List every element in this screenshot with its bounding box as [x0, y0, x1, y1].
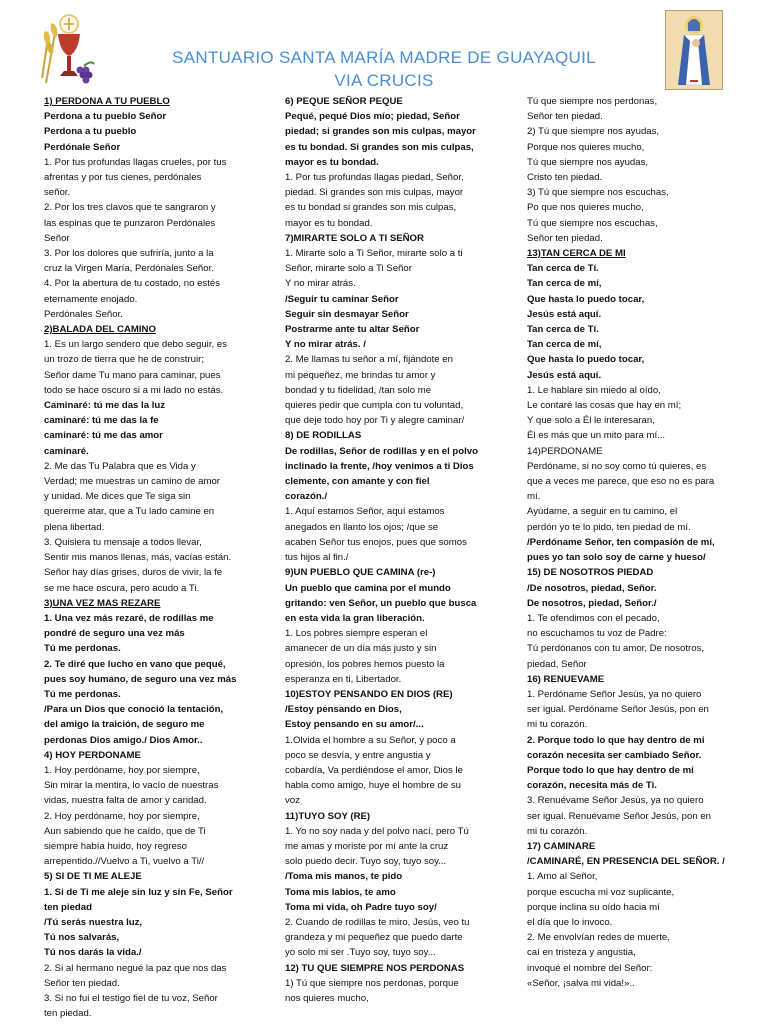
text-line: 2. Me llamas tu señor a mí, fijándote en [285, 354, 453, 366]
text-line: gritando: ven Señor, un pueblo que busca [285, 597, 477, 609]
text-line: 6) PEQUE SEÑOR PEQUE [285, 96, 403, 107]
text-line: 1. Es un largo sendero que debo seguir, es [44, 339, 227, 351]
text-line: Tan cerca de mí, [527, 278, 602, 290]
text-line: quieres pedir que cumpla con tu voluntad, [285, 400, 464, 412]
text-line: grandeza y mi pequeñez que puedo darte [285, 932, 463, 944]
text-line: 17) CAMINARE [527, 840, 596, 852]
text-line: acaben Señor tus enojos, pues que somos [285, 536, 467, 548]
text-line: 1. Mirarte solo a Ti Señor, mirarte solo a ti [285, 248, 463, 260]
text-line: poco se desvía, y entre angustia y [285, 749, 431, 761]
text-line: 4) HOY PERDONAME [44, 749, 141, 761]
text-line: las espinas que te punzaron Perdónales [44, 217, 216, 229]
text-line: ten piedad [44, 901, 92, 913]
text-line: Toma mi vida, oh Padre tuyo soy/ [285, 901, 437, 913]
text-line: 16) RENUEVAME [527, 673, 605, 685]
text-line: 1. Yo no soy nada y del polvo nací, pero Tú [285, 825, 469, 837]
text-line: De nosotros, piedad, Señor./ [527, 597, 657, 609]
text-line: no escuchamos tu voz de Padre: [527, 628, 667, 640]
text-line: 2. Cuando de rodillas te miro, Jesús, veo tu [285, 916, 470, 928]
text-line: Que hasta lo puedo tocar, [527, 293, 645, 305]
text-line: Tú perdónanos con tu amor, De nosotros, [527, 643, 705, 655]
text-line: 2. Hoy perdóname, hoy por siempre, [44, 810, 200, 822]
text-line: inclinado la frente, /hoy venimos a ti Dios [285, 460, 474, 472]
text-line: Tú me perdonas. [44, 643, 121, 655]
text-line: anegados en llanto los ojos; /que se [285, 521, 439, 533]
text-line: Estoy pensando en su amor/... [285, 719, 424, 731]
text-line: es tu bondad si grandes son mis culpas, [285, 202, 457, 214]
text-line: bondad y tu fidelidad, /tan solo me [285, 384, 432, 396]
text-line: Tan cerca de Tí. [527, 263, 599, 275]
text-line: /Seguir tu caminar Señor [285, 293, 399, 305]
text-line: Perdónales Señor. [44, 308, 123, 320]
text-line: Postrarme ante tu altar Señor [285, 324, 420, 336]
text-line: afrentas y por tus cienes, perdónales [44, 172, 202, 184]
text-line: me amas y moriste por mí ante la cruz [285, 840, 449, 852]
text-line: 3. Quisiera tu mensaje a todos llevar, [44, 536, 202, 548]
text-line: Jesús está aquí. [527, 308, 602, 320]
text-line: piedad, Señor [527, 658, 587, 670]
text-line: el día que lo invoco. [527, 916, 613, 928]
text-line: piedad. Si grandes son mis culpas, mayor [285, 187, 464, 199]
text-line: cobardía, Va perdiéndose el amor, Dios le [285, 764, 463, 776]
text-line: Cristo ten piedad. [527, 172, 603, 184]
text-line: 1. Aquí estamos Señor, aquí estamos [285, 506, 445, 518]
text-line: nos quieres mucho, [285, 992, 369, 1004]
text-line: 7)MIRARTE SOLO A TI SEÑOR [285, 232, 424, 244]
text-line: Tú nos salvarás, [44, 932, 120, 944]
text-line: /Estoy pensando en Dios, [285, 704, 402, 716]
text-line: 1. Le hablare sin miedo al oído, [527, 384, 661, 396]
text-line: que deje todo hoy por Ti y alegre caminar/ [285, 415, 465, 427]
text-line: y unidad. Me dices que Te siga sin [44, 491, 191, 503]
text-line: mí. [527, 491, 541, 503]
text-line: Y que solo a Él le interesaran, [527, 415, 655, 427]
text-line: del amigo la traición, de seguro me [44, 719, 205, 731]
text-line: vidas, nuestra falta de amor y caridad. [44, 795, 207, 807]
text-line: Tú nos darás la vida./ [44, 947, 142, 959]
text-line: 8) DE RODILLAS [285, 430, 362, 442]
text-line: siempre había huido, hoy regreso [44, 840, 187, 852]
text-line: /Perdóname Señor, ten compasión de mí, [527, 536, 715, 548]
text-line: 1. Perdóname Señor Jesús, ya no quiero [527, 688, 702, 700]
text-line: Perdónale Señor [44, 141, 121, 153]
text-line: 11)TUYO SOY (RE) [285, 810, 371, 822]
text-line: 15) DE NOSOTROS PIEDAD [527, 567, 654, 579]
text-line: corazón necesita ser cambiado Señor. [527, 749, 702, 761]
text-line: 1. Por tus profundas llagas piedad, Señor, [285, 172, 464, 184]
text-line: Perdona a tu pueblo Señor [44, 111, 167, 123]
text-line: eternamente enojado. [44, 293, 138, 305]
text-line: 10)ESTOY PENSANDO EN DIOS (RE) [285, 688, 453, 700]
text-line: ser igual. Renuévame Señor Jesús, pon en [527, 810, 711, 822]
text-line: pues yo tan solo soy de carne y hueso/ [527, 552, 706, 564]
text-line: caminaré: tú me das amor [44, 430, 163, 442]
text-line: De rodillas, Señor de rodillas y en el polvo [285, 445, 478, 457]
text-line: caminaré: tú me das la fe [44, 415, 159, 427]
text-line: Señor dame Tu mano para caminar, pues [44, 369, 221, 381]
text-line: caminaré. [44, 445, 89, 457]
text-line: señor. [44, 187, 71, 199]
text-line: Tú que siempre nos escuchas, [527, 217, 658, 229]
text-line: que a veces me parece, que eso no es para [527, 476, 715, 488]
text-line: Perdóname, si no soy como tú quieres, es [527, 460, 707, 472]
text-line: invoqué el nombre del Señor: [527, 962, 653, 974]
text-line: mi pequeñez, me brindas tu amor y [285, 369, 436, 381]
text-line: 3. Si no fui el testigo fiel de tu voz, Señor [44, 992, 218, 1004]
text-line: 2) Tú que siempre nos ayudas, [527, 126, 660, 138]
text-line: 9)UN PUEBLO QUE CAMINA (re-) [285, 567, 436, 579]
text-line: Aun sabiendo que he caído, que de Ti [44, 825, 206, 837]
page-header [0, 0, 768, 95]
text-line: 3)UNA VEZ MAS REZARE [44, 597, 161, 609]
text-line: porque inclina su oído hacia mí [527, 901, 660, 913]
text-line: Toma mis labios, te amo [285, 886, 396, 898]
text-line: pondré de seguro una vez más [44, 628, 185, 640]
text-line: 1) Tú que siempre nos perdonas, porque [285, 977, 459, 989]
text-line: Seguir sin desmayar Señor [285, 308, 409, 320]
text-line: 2. Porque todo lo que hay dentro de mi [527, 734, 705, 746]
text-line: Señor hay días grises, duros de vivir, la fe [44, 567, 223, 579]
text-line: 5) SI DE TI ME ALEJE [44, 871, 142, 883]
text-line: esperanza en ti, Libertador. [285, 673, 402, 685]
text-line: Verdad; me muestras un camino de amor [44, 476, 220, 488]
text-line: mayor es tu bondad. [285, 156, 379, 168]
text-line: en esta vida la gran liberación. [285, 612, 425, 624]
text-line: plena libertad. [44, 521, 105, 533]
text-line: Que hasta lo puedo tocar, [527, 354, 645, 366]
text-line: 3) Tú que siempre nos escuchas, [527, 187, 669, 199]
text-line: Él es más que un mito para mí... [527, 430, 666, 442]
text-line: 2. Por los tres clavos que te sangraron y [44, 202, 216, 214]
text-line: Perdona a tu pueblo [44, 126, 137, 138]
text-line: Caminaré: tú me das la luz [44, 400, 166, 412]
text-line: 2. Si al hermano negué la paz que nos das [44, 962, 227, 974]
text-line: Y no mirar atrás. [285, 278, 356, 290]
text-line: Señor ten piedad. [527, 111, 603, 123]
text-line: 13)TAN CERCA DE MI [527, 248, 626, 260]
text-line: Tú me perdonas. [44, 688, 121, 700]
text-line: 12) TU QUE SIEMPRE NOS PERDONAS [285, 962, 465, 974]
text-line: perdón yo te lo pido, ten piedad de mí. [527, 521, 691, 533]
text-line: Porque todo lo que hay dentro de mi [527, 764, 694, 776]
text-line: /Tú serás nuestra luz, [44, 916, 143, 928]
text-line: 1) PERDONA A TU PUEBLO [44, 96, 170, 107]
text-line: pues soy humano, de seguro una vez más [44, 673, 237, 685]
text-line: 1. Hoy perdóname, hoy por siempre, [44, 764, 200, 776]
column-1 [44, 94, 244, 1021]
text-line: cruz la Virgen María, Perdónales Señor. [44, 263, 214, 275]
text-line: habla como amigo, huye el hombre de su [285, 780, 461, 792]
page-subtitle: VIA CRUCIS [334, 71, 434, 90]
text-line: voz [285, 795, 300, 807]
virgin-mary-image [665, 10, 723, 90]
text-line: Señor [44, 232, 70, 244]
text-line: es tu bondad. Si grandes son mis culpas, [285, 141, 474, 153]
text-line: Señor ten piedad. [44, 977, 120, 989]
text-line: /Para un Dios que conoció la tentación, [44, 704, 224, 716]
text-line: Señor, mirarte solo a Ti Señor [285, 263, 412, 275]
text-line: «Señor, ¡salva mi vida!».. [527, 977, 635, 989]
text-line: mi tu corazón. [527, 825, 588, 837]
text-line: mi tu corazón. [527, 719, 588, 731]
column-3 [527, 94, 727, 991]
text-line: Un pueblo que camina por el mundo [285, 582, 451, 594]
text-line: 2. Me envolvían redes de muerte, [527, 932, 670, 944]
text-line: Jesús está aquí. [527, 369, 602, 381]
column-2 [285, 94, 485, 1006]
text-line: ser igual. Perdóname Señor Jesús, pon en [527, 704, 709, 716]
text-line: Ayúdame, a seguir en tu camino, el [527, 506, 678, 518]
text-line: amanecer de un día más justo y sin [285, 643, 437, 655]
text-line: perdonas Dios amigo./ Dios Amor.. [44, 734, 203, 746]
text-line: 1. Una vez más rezaré, de rodillas me [44, 612, 214, 624]
text-line: Porque nos quieres mucho, [527, 141, 645, 153]
text-line: 1.Olvida el hombre a su Señor, y poco a [285, 734, 456, 746]
text-line: tus hijos al fin./ [285, 552, 349, 564]
text-line: /CAMINARÉ, EN PRESENCIA DEL SEÑOR. / [527, 856, 725, 868]
text-line: corazón./ [285, 491, 328, 503]
text-line: /Toma mis manos, te pido [285, 871, 403, 883]
text-line: 1. Amo al Señor, [527, 871, 598, 883]
text-line: Po que nos quieres mucho, [527, 202, 644, 214]
text-line: se me hace oscura, pero acudo a Ti. [44, 582, 200, 594]
text-line: caí en tristeza y angustia, [527, 947, 636, 959]
text-line: mayor es tu bondad. [285, 217, 373, 229]
text-line: porque escucha mi voz suplicante, [527, 886, 675, 898]
text-line: Pequé, pequé Dios mío; piedad, Señor [285, 111, 460, 123]
text-line: Tú que siempre nos perdonas, [527, 96, 658, 107]
text-line: Le contaré las cosas que hay en mí; [527, 400, 682, 412]
text-line: Tan cerca de Tí. [527, 324, 599, 336]
text-line: Y no mirar atrás. / [285, 339, 366, 351]
text-line: todo se hace oscuro si a mi lado no estás. [44, 384, 224, 396]
text-line: Tan cerca de mí, [527, 339, 602, 351]
text-line: 3. Por los dolores que sufriría, junto a la [44, 248, 214, 260]
text-line: 2. Me das Tu Palabra que es Vida y [44, 460, 196, 472]
text-line: 4. Por la abertura de tu costado, no estés [44, 278, 220, 290]
page-title: SANTUARIO SANTA MARÍA MADRE DE GUAYAQUIL [172, 48, 596, 67]
text-line: /De nosotros, piedad, Señor. [527, 582, 657, 594]
text-line: Sentir mis manos llenas, más, vacías están. [44, 552, 232, 564]
text-line: ten piedad. [44, 1008, 92, 1020]
text-line: 14)PERDONAME [527, 445, 603, 457]
text-line: Tú que siempre nos ayudas, [527, 156, 649, 168]
text-line: 1. Por tus profundas llagas crueles, por tus [44, 156, 227, 168]
text-line: yo solo mi ser .Tuyo soy, tuyo soy... [285, 947, 436, 959]
text-line: corazón, necesita más de Ti. [527, 780, 657, 792]
text-line: 1. Te ofendimos con el pecado, [527, 612, 660, 624]
text-line: arrepentido.//Vuelvo a Ti, vuelvo a Ti// [44, 856, 205, 868]
text-line: 2. Te diré que lucho en vano que pequé, [44, 658, 226, 670]
text-line: 3. Renuévame Señor Jesús, ya no quiero [527, 795, 704, 807]
text-line: un trozo de tierra que he de construir; [44, 354, 204, 366]
text-line: Señor ten piedad. [527, 232, 603, 244]
text-line: 1. Si de Ti me aleje sin luz y sin Fe, Señor [44, 886, 233, 898]
text-line: opresión, los pobres hemos puesto la [285, 658, 445, 670]
text-line: piedad; si grandes son mis culpas, mayor [285, 126, 476, 138]
text-line: 1. Los pobres siempre esperan el [285, 628, 428, 640]
text-line: solo puedo decir. Tuyo soy, tuyo soy... [285, 856, 447, 868]
text-line: 2)BALADA DEL CAMINO [44, 324, 156, 336]
text-line: quererme atar, que a Tu lado camine en [44, 506, 215, 518]
text-line: Sin mirar la mentira, lo vacío de nuestras [44, 780, 219, 792]
text-line: clemente, con amante y con fiel [285, 476, 430, 488]
